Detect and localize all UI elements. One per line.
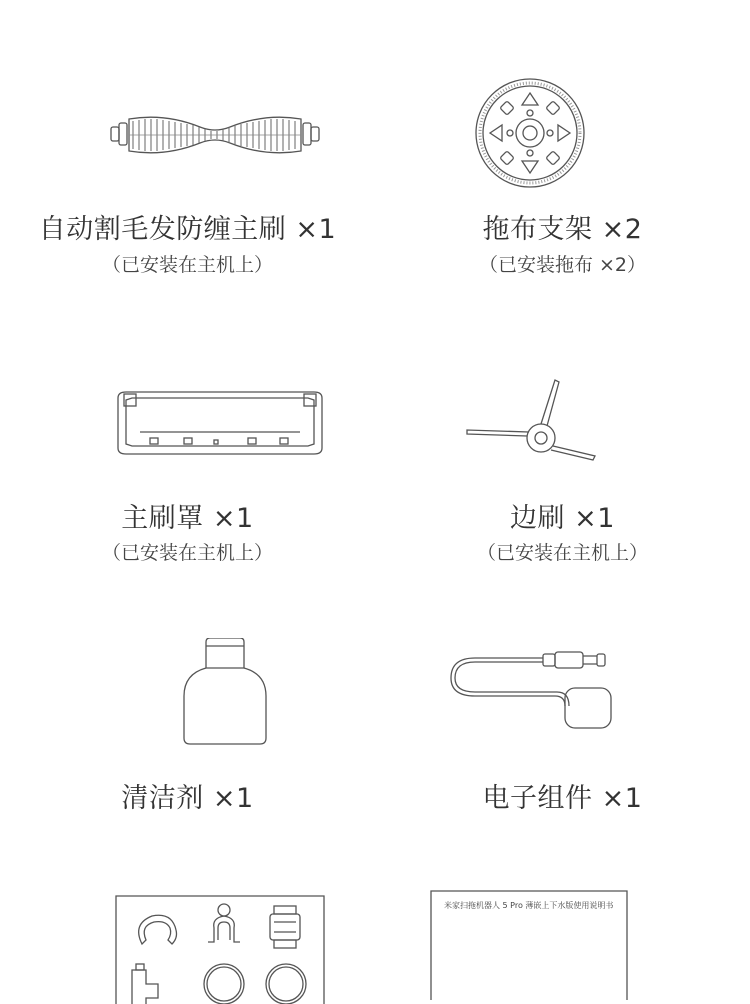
item-title: 拖布支架 ×2 — [482, 214, 643, 245]
electronic-component-icon — [447, 648, 617, 734]
item-subtitle: （已安装拖布 ×2） — [478, 254, 647, 276]
item-title: 边刷 ×1 — [510, 503, 615, 534]
item-side-brush — [375, 300, 750, 590]
mop-holder-icon — [472, 75, 588, 191]
detergent-bottle-icon — [180, 638, 270, 746]
brush-cover-icon — [110, 388, 330, 458]
item-title: 自动割毛发防缠主刷 ×1 — [38, 214, 337, 245]
item-subtitle: （已安装在主机上） — [101, 254, 273, 276]
item-subtitle: （已安装在主机上） — [476, 542, 648, 564]
plumbing-parts-kit-icon — [114, 894, 326, 1004]
item-subtitle: （已安装在主机上） — [101, 542, 273, 564]
item-main-brush — [0, 0, 375, 300]
item-title: 主刷罩 ×1 — [121, 503, 254, 534]
side-brush-icon — [463, 372, 603, 468]
manual-title: 米家扫拖机器人 5 Pro 薄嵌上下水版使用说明书 — [444, 901, 614, 910]
item-mop-holder — [375, 0, 750, 300]
item-brush-cover — [0, 300, 375, 590]
item-electronic-component — [375, 590, 750, 860]
item-detergent — [0, 590, 375, 860]
item-title: 电子组件 ×1 — [482, 783, 643, 814]
main-brush-icon — [105, 105, 325, 165]
manual-document-icon — [429, 889, 629, 1000]
item-title: 清洁剂 ×1 — [121, 783, 254, 814]
